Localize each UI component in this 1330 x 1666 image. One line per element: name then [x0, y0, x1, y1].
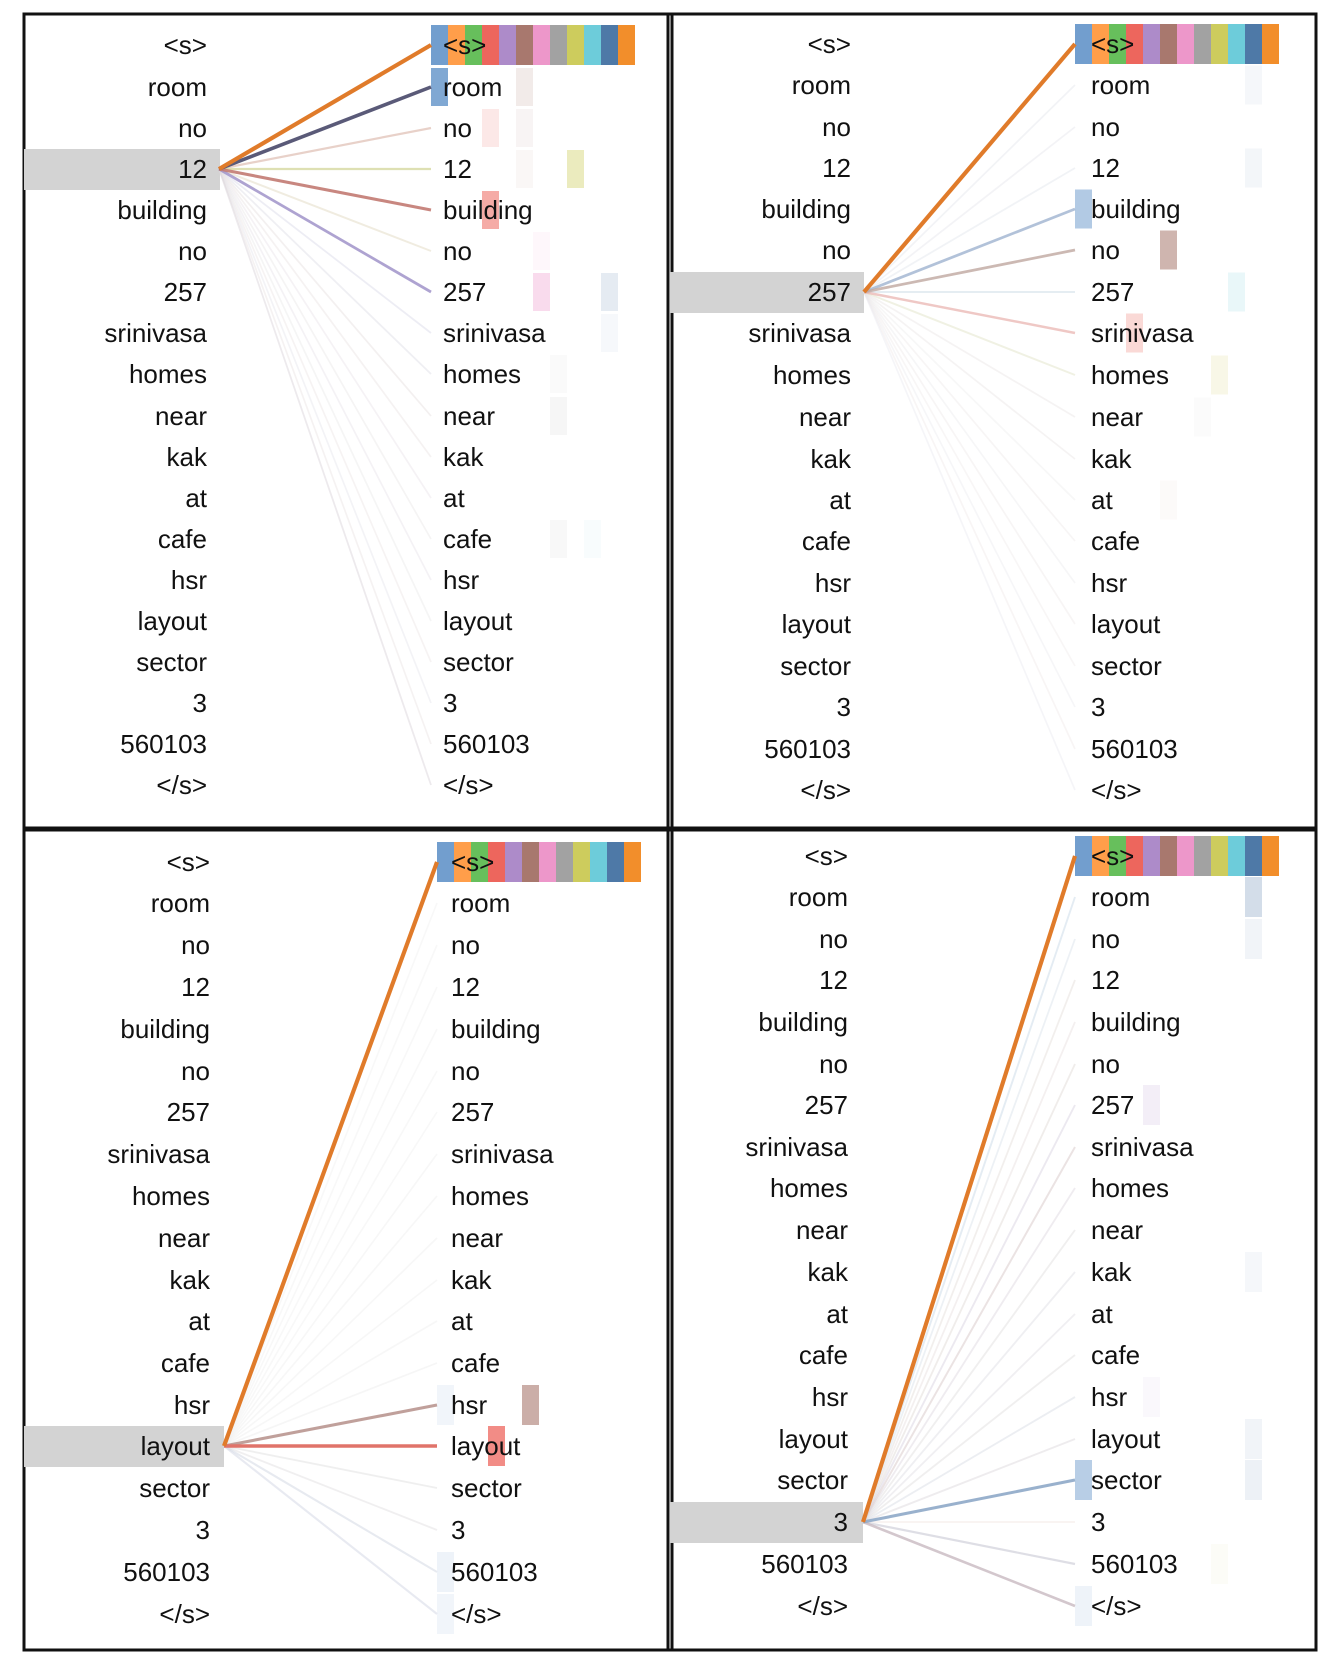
attention-line: [864, 292, 1075, 333]
source-token-label[interactable]: cafe: [801, 526, 851, 556]
source-token-label[interactable]: 560103: [761, 1549, 848, 1579]
source-token-label[interactable]: building: [120, 1014, 210, 1044]
head-color-swatch[interactable]: [1245, 836, 1262, 876]
source-token-label[interactable]: 257: [807, 277, 851, 307]
attention-cell: [1075, 190, 1092, 229]
source-token-label[interactable]: no: [181, 1056, 210, 1086]
source-token-label[interactable]: 560103: [764, 734, 851, 764]
target-token-label[interactable]: building: [451, 1014, 541, 1044]
source-token-label[interactable]: building: [117, 195, 207, 225]
attention-cell: [482, 109, 499, 147]
head-color-swatch[interactable]: [556, 842, 573, 882]
source-token-label[interactable]: 3: [836, 692, 851, 722]
target-token-label[interactable]: <s>: [1091, 841, 1135, 871]
head-color-swatch[interactable]: [1245, 24, 1262, 64]
target-token-label[interactable]: <s>: [443, 30, 487, 60]
source-token-label[interactable]: 3: [195, 1515, 210, 1545]
head-color-swatch[interactable]: [1228, 24, 1245, 64]
source-token-label[interactable]: 3: [192, 688, 207, 718]
head-color-swatch[interactable]: [1160, 836, 1177, 876]
attention-line: [863, 1522, 1075, 1564]
target-token-label[interactable]: sector: [451, 1473, 522, 1503]
head-color-swatch[interactable]: [624, 842, 641, 882]
attention-line: [224, 1446, 437, 1572]
source-token-label[interactable]: 3: [833, 1507, 848, 1537]
head-color-swatch[interactable]: [1160, 24, 1177, 64]
source-token-label[interactable]: sector: [780, 651, 851, 681]
target-token-label[interactable]: no: [1091, 924, 1120, 954]
head-color-swatch[interactable]: [601, 25, 618, 65]
target-token-label[interactable]: homes: [443, 359, 522, 389]
target-token-label[interactable]: cafe: [451, 1348, 501, 1378]
source-token-label[interactable]: layout: [781, 609, 851, 639]
target-token-label[interactable]: 257: [1091, 1090, 1135, 1120]
attention-line: [219, 169, 431, 539]
target-token-label[interactable]: srinivasa: [1091, 318, 1194, 348]
head-color-swatch[interactable]: [590, 842, 607, 882]
source-token-label[interactable]: at: [826, 1299, 848, 1329]
target-token-label[interactable]: </s>: [1091, 775, 1142, 805]
target-token-label[interactable]: layout: [1091, 1424, 1161, 1454]
attention-line: [219, 45, 431, 169]
attention-cell: [1245, 66, 1262, 105]
head-color-swatch[interactable]: [522, 842, 539, 882]
attention-cell: [1194, 398, 1211, 437]
source-token-label[interactable]: 560103: [123, 1557, 210, 1587]
head-color-swatch[interactable]: [1075, 24, 1092, 64]
attention-cell: [601, 273, 618, 311]
panel-border: [24, 828, 672, 1650]
target-token-label[interactable]: 12: [451, 972, 480, 1002]
attention-line: [224, 903, 437, 1446]
target-token-label[interactable]: no: [1091, 235, 1120, 265]
source-token-label[interactable]: 12: [822, 153, 851, 183]
source-token-label[interactable]: near: [795, 1215, 848, 1245]
target-token-label[interactable]: sector: [1091, 1465, 1162, 1495]
head-color-swatch[interactable]: [1143, 836, 1160, 876]
target-token-label[interactable]: <s>: [1091, 29, 1135, 59]
target-token-label[interactable]: cafe: [1091, 526, 1141, 556]
target-token-label[interactable]: sector: [443, 647, 514, 677]
panel-top-left: [24, 14, 672, 830]
attention-line: [224, 1446, 437, 1530]
source-token-label[interactable]: room: [147, 72, 207, 102]
attention-line: [864, 85, 1075, 292]
attention-line: [863, 1188, 1075, 1522]
attention-line: [864, 292, 1075, 790]
target-token-label[interactable]: 257: [1091, 277, 1135, 307]
source-token-label[interactable]: 12: [178, 154, 207, 184]
source-token-label[interactable]: building: [761, 194, 851, 224]
target-token-label[interactable]: layout: [1091, 609, 1161, 639]
source-token-label[interactable]: 12: [181, 972, 210, 1002]
target-token-label[interactable]: room: [1091, 882, 1151, 912]
source-token-label[interactable]: near: [798, 402, 851, 432]
panel-bottom-left: [24, 828, 672, 1650]
attention-cell: [522, 1385, 539, 1425]
source-token-label[interactable]: sector: [139, 1473, 210, 1503]
target-token-label[interactable]: no: [451, 1056, 480, 1086]
target-token-label[interactable]: no: [443, 113, 472, 143]
attention-line: [224, 1446, 437, 1614]
target-token-label[interactable]: no: [451, 930, 480, 960]
target-token-label[interactable]: kak: [1091, 1257, 1132, 1287]
attention-cell: [533, 232, 550, 270]
attention-line: [224, 987, 437, 1446]
source-token-label[interactable]: homes: [128, 359, 207, 389]
attention-line: [863, 1064, 1075, 1522]
source-token-label[interactable]: no: [178, 113, 207, 143]
source-token-label[interactable]: cafe: [798, 1340, 848, 1370]
source-token-label[interactable]: <s>: [163, 30, 207, 60]
target-token-label[interactable]: at: [451, 1306, 473, 1336]
source-token-label[interactable]: kak: [807, 1257, 848, 1287]
attention-cell: [1245, 149, 1262, 188]
head-color-swatch[interactable]: [533, 25, 550, 65]
attention-cell: [516, 109, 533, 147]
attention-line: [864, 292, 1075, 624]
head-color-swatch[interactable]: [567, 25, 584, 65]
source-token-label[interactable]: 560103: [120, 729, 207, 759]
attention-cell: [1160, 231, 1177, 270]
target-token-label[interactable]: hsr: [451, 1390, 488, 1420]
source-token-label[interactable]: sector: [777, 1465, 848, 1495]
source-token-label[interactable]: no: [819, 924, 848, 954]
head-color-swatch[interactable]: [499, 25, 516, 65]
attention-line: [224, 1405, 437, 1446]
source-token-label[interactable]: srinivasa: [104, 318, 207, 348]
head-color-swatch[interactable]: [607, 842, 624, 882]
target-token-label[interactable]: layout: [451, 1431, 521, 1461]
target-token-label[interactable]: 560103: [1091, 734, 1178, 764]
target-token-label[interactable]: kak: [443, 442, 484, 472]
attention-cell: [584, 520, 601, 558]
target-token-label[interactable]: cafe: [1091, 1340, 1141, 1370]
source-token-label[interactable]: homes: [131, 1181, 210, 1211]
target-token-label[interactable]: sector: [1091, 651, 1162, 681]
source-token-label[interactable]: 257: [804, 1090, 848, 1120]
attention-cell: [1245, 1460, 1262, 1500]
attention-cell: [1160, 481, 1177, 520]
source-token-label[interactable]: building: [758, 1007, 848, 1037]
source-token-label[interactable]: hsr: [170, 565, 207, 595]
source-token-label[interactable]: hsr: [173, 1390, 210, 1420]
target-token-label[interactable]: 3: [1091, 1507, 1106, 1537]
attention-line: [864, 292, 1075, 666]
attention-line: [863, 1022, 1075, 1522]
source-token-label[interactable]: room: [150, 888, 210, 918]
attention-cell: [550, 397, 567, 435]
attention-cell: [516, 68, 533, 106]
target-token-label[interactable]: </s>: [451, 1599, 502, 1629]
source-token-label[interactable]: 257: [166, 1097, 210, 1127]
source-token-label[interactable]: room: [791, 70, 851, 100]
attention-cell: [1245, 919, 1262, 959]
source-token-label[interactable]: kak: [169, 1265, 210, 1295]
target-token-label[interactable]: building: [443, 195, 533, 225]
source-token-label[interactable]: <s>: [166, 847, 210, 877]
attention-cell: [533, 273, 550, 311]
source-token-label[interactable]: cafe: [157, 524, 207, 554]
panel-border: [668, 14, 1316, 830]
source-token-label[interactable]: layout: [137, 606, 207, 636]
target-token-label[interactable]: near: [443, 401, 496, 431]
head-color-swatch[interactable]: [1211, 836, 1228, 876]
target-token-label[interactable]: kak: [1091, 444, 1132, 474]
attention-line: [224, 862, 437, 1446]
source-token-label[interactable]: no: [181, 930, 210, 960]
target-token-label[interactable]: 560103: [1091, 1549, 1178, 1579]
target-token-label[interactable]: homes: [451, 1181, 530, 1211]
source-token-label[interactable]: <s>: [804, 841, 848, 871]
attention-cell: [567, 150, 584, 188]
target-token-label[interactable]: 257: [451, 1097, 495, 1127]
target-token-label[interactable]: 12: [1091, 965, 1120, 995]
target-token-label[interactable]: 560103: [451, 1557, 538, 1587]
target-token-label[interactable]: 3: [1091, 692, 1106, 722]
head-color-swatch[interactable]: [1211, 24, 1228, 64]
target-token-label[interactable]: <s>: [451, 847, 495, 877]
attention-line: [224, 1238, 437, 1446]
head-color-swatch[interactable]: [1262, 836, 1279, 876]
source-token-label[interactable]: sector: [136, 647, 207, 677]
attention-line: [219, 169, 431, 498]
target-token-label[interactable]: kak: [451, 1265, 492, 1295]
attention-line: [219, 169, 431, 374]
attention-line: [864, 292, 1075, 541]
source-token-label[interactable]: layout: [140, 1431, 210, 1461]
attention-line: [863, 1272, 1075, 1522]
attention-cell: [516, 150, 533, 188]
target-token-label[interactable]: no: [1091, 112, 1120, 142]
head-color-swatch[interactable]: [618, 25, 635, 65]
target-token-label[interactable]: homes: [1091, 1173, 1170, 1203]
target-token-label[interactable]: layout: [443, 606, 513, 636]
target-token-label[interactable]: hsr: [1091, 568, 1128, 598]
attention-line: [219, 87, 431, 169]
head-color-swatch[interactable]: [516, 25, 533, 65]
attention-line: [219, 169, 431, 703]
target-token-label[interactable]: room: [443, 72, 503, 102]
target-token-label[interactable]: </s>: [443, 770, 494, 800]
source-token-label[interactable]: </s>: [797, 1591, 848, 1621]
source-token-label[interactable]: <s>: [807, 29, 851, 59]
panel-bottom-right: [668, 828, 1316, 1650]
source-token-label[interactable]: 12: [819, 965, 848, 995]
target-token-label[interactable]: cafe: [443, 524, 493, 554]
attention-line: [224, 1154, 437, 1446]
target-token-label[interactable]: 560103: [443, 729, 530, 759]
source-token-label[interactable]: at: [829, 485, 851, 515]
attention-line: [864, 292, 1075, 375]
attention-line: [219, 169, 431, 210]
target-token-label[interactable]: no: [443, 236, 472, 266]
attention-cell: [550, 520, 567, 558]
attention-line: [224, 1196, 437, 1446]
source-token-label[interactable]: homes: [769, 1173, 848, 1203]
target-token-label[interactable]: 12: [443, 154, 472, 184]
target-token-label[interactable]: 257: [443, 277, 487, 307]
target-token-label[interactable]: room: [451, 888, 511, 918]
source-token-label[interactable]: srinivasa: [748, 318, 851, 348]
source-token-label[interactable]: layout: [778, 1424, 848, 1454]
attention-line: [864, 292, 1075, 500]
attention-cell: [1143, 1377, 1160, 1417]
attention-cell: [1143, 1085, 1160, 1125]
attention-line: [863, 939, 1075, 1522]
attention-line: [219, 169, 431, 744]
attention-cell: [1245, 1252, 1262, 1292]
head-color-swatch[interactable]: [1194, 836, 1211, 876]
source-token-label[interactable]: </s>: [156, 770, 207, 800]
source-token-label[interactable]: kak: [810, 444, 851, 474]
attention-line: [864, 292, 1075, 459]
attention-line: [863, 1147, 1075, 1522]
attention-line: [219, 169, 431, 416]
attention-line: [863, 1522, 1075, 1606]
source-token-label[interactable]: </s>: [800, 775, 851, 805]
attention-line: [219, 169, 431, 621]
source-token-label[interactable]: no: [178, 236, 207, 266]
head-color-swatch[interactable]: [584, 25, 601, 65]
source-token-label[interactable]: at: [188, 1306, 210, 1336]
head-color-swatch[interactable]: [1177, 836, 1194, 876]
panel-border: [24, 14, 672, 830]
target-token-label[interactable]: near: [1091, 1215, 1144, 1245]
target-token-label[interactable]: 3: [443, 688, 458, 718]
target-token-label[interactable]: homes: [1091, 360, 1170, 390]
attention-cell: [1228, 273, 1245, 312]
source-token-label[interactable]: near: [154, 401, 207, 431]
target-token-label[interactable]: hsr: [443, 565, 480, 595]
attention-line: [224, 1112, 437, 1446]
source-token-label[interactable]: room: [788, 882, 848, 912]
target-token-label[interactable]: at: [1091, 1299, 1113, 1329]
source-token-label[interactable]: no: [822, 235, 851, 265]
attention-line: [863, 1480, 1075, 1522]
attention-cell: [1075, 1586, 1092, 1626]
target-token-label[interactable]: srinivasa: [443, 318, 546, 348]
attention-cell: [1245, 877, 1262, 917]
attention-line: [864, 127, 1075, 292]
attention-line: [219, 169, 431, 785]
source-token-label[interactable]: kak: [166, 442, 207, 472]
attention-line: [864, 168, 1075, 292]
attention-cell: [1245, 1419, 1262, 1459]
source-token-label[interactable]: no: [822, 112, 851, 142]
attention-line: [863, 980, 1075, 1522]
head-color-swatch[interactable]: [1194, 24, 1211, 64]
target-token-label[interactable]: no: [1091, 1049, 1120, 1079]
head-color-swatch[interactable]: [550, 25, 567, 65]
target-token-label[interactable]: hsr: [1091, 1382, 1128, 1412]
source-token-label[interactable]: srinivasa: [107, 1139, 210, 1169]
target-token-label[interactable]: </s>: [1091, 1591, 1142, 1621]
source-token-label[interactable]: </s>: [159, 1599, 210, 1629]
attention-line: [864, 292, 1075, 749]
attention-cell: [1075, 1460, 1092, 1500]
head-color-swatch[interactable]: [505, 842, 522, 882]
source-token-label[interactable]: homes: [772, 360, 851, 390]
head-color-swatch[interactable]: [1228, 836, 1245, 876]
source-token-label[interactable]: near: [157, 1223, 210, 1253]
target-token-label[interactable]: building: [1091, 1007, 1181, 1037]
target-token-label[interactable]: near: [1091, 402, 1144, 432]
attention-line: [864, 44, 1075, 292]
target-token-label[interactable]: 12: [1091, 153, 1120, 183]
target-token-label[interactable]: srinivasa: [1091, 1132, 1194, 1162]
head-color-swatch[interactable]: [539, 842, 556, 882]
attention-cell: [1211, 1544, 1228, 1584]
head-color-swatch[interactable]: [1262, 24, 1279, 64]
head-color-swatch[interactable]: [1143, 24, 1160, 64]
attention-cell: [1211, 356, 1228, 395]
attention-cell: [550, 355, 567, 393]
attention-line: [863, 856, 1075, 1522]
attention-line: [224, 945, 437, 1446]
attention-line: [224, 1071, 437, 1446]
target-token-label[interactable]: 3: [451, 1515, 466, 1545]
head-color-swatch[interactable]: [1075, 836, 1092, 876]
source-token-label[interactable]: srinivasa: [745, 1132, 848, 1162]
source-token-label[interactable]: at: [185, 483, 207, 513]
source-token-label[interactable]: cafe: [160, 1348, 210, 1378]
target-token-label[interactable]: room: [1091, 70, 1151, 100]
head-color-swatch[interactable]: [573, 842, 590, 882]
attention-line: [864, 209, 1075, 292]
attention-line: [219, 169, 431, 662]
target-token-label[interactable]: at: [1091, 485, 1113, 515]
target-token-label[interactable]: building: [1091, 194, 1181, 224]
source-token-label[interactable]: 257: [163, 277, 207, 307]
target-token-label[interactable]: near: [451, 1223, 504, 1253]
attention-line: [224, 1446, 437, 1488]
source-token-label[interactable]: hsr: [814, 568, 851, 598]
target-token-label[interactable]: at: [443, 483, 465, 513]
attention-cell: [601, 314, 618, 352]
source-token-label[interactable]: hsr: [811, 1382, 848, 1412]
target-token-label[interactable]: srinivasa: [451, 1139, 554, 1169]
panel-top-right: [668, 14, 1316, 830]
source-token-label[interactable]: no: [819, 1049, 848, 1079]
head-color-swatch[interactable]: [1177, 24, 1194, 64]
